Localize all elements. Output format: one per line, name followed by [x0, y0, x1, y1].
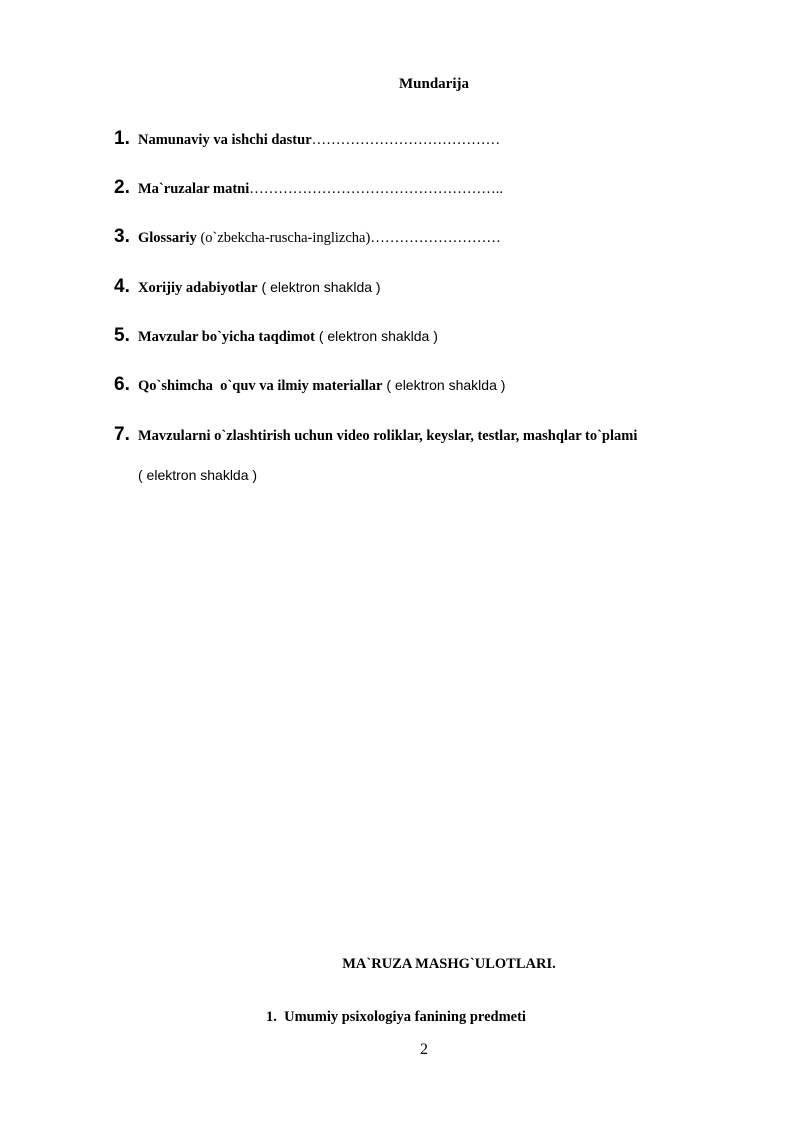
- toc-item: [114, 276, 381, 298]
- toc-item-note: ( elektron shaklda ): [382, 377, 506, 393]
- toc-item-title: Namunaviy va ishchi dastur: [138, 132, 312, 148]
- toc-item-title: Glossariy: [138, 230, 197, 246]
- toc-item-title: Mavzular bo`yicha taqdimot: [138, 329, 315, 345]
- page-title: Mundarija: [398, 76, 469, 92]
- toc-item-title: Qo`shimcha o`quv va ilmiy materiallar: [138, 378, 383, 394]
- toc-item-title: Mavzularni o`zlashtirish uchun video roliklar, keyslar, testlar, mashqlar to`plami: [138, 428, 638, 444]
- toc-item-number: 1.: [114, 128, 130, 149]
- toc-item: [114, 424, 637, 446]
- page-number: 2: [420, 1041, 428, 1058]
- toc-item-number: 2.: [114, 177, 130, 198]
- toc-item-number: 5.: [114, 325, 130, 346]
- toc-item: [114, 177, 503, 199]
- toc-item-leader: ………………………: [370, 230, 501, 246]
- toc-item-number: 7.: [114, 424, 130, 445]
- toc-item-title: Ma`ruzalar matni: [138, 181, 250, 197]
- toc-item-leader: …………………………………: [311, 132, 501, 148]
- toc-item: [114, 325, 438, 347]
- section-heading: MA`RUZA MASHG`ULOTLARI.: [342, 956, 556, 972]
- toc-item: [114, 128, 500, 150]
- toc-item-note: (o`zbekcha-ruscha-inglizcha): [196, 230, 371, 246]
- toc-item-number: 4.: [114, 276, 130, 297]
- toc-item-continuation: ( elektron shaklda ): [138, 467, 258, 483]
- toc-item-title: Xorijiy adabiyotlar: [138, 280, 258, 296]
- toc-item-note: ( elektron shaklda ): [257, 279, 381, 295]
- lecture-heading: 1. Umumiy psixologiya fanining predmeti: [266, 1009, 526, 1025]
- toc-item: [114, 226, 501, 248]
- toc-item: [114, 374, 505, 396]
- toc-item-leader: ……………………………………………..: [249, 181, 504, 197]
- toc-item-number: 3.: [114, 226, 130, 247]
- toc-item-note: ( elektron shaklda ): [314, 328, 438, 344]
- toc-item-number: 6.: [114, 374, 130, 395]
